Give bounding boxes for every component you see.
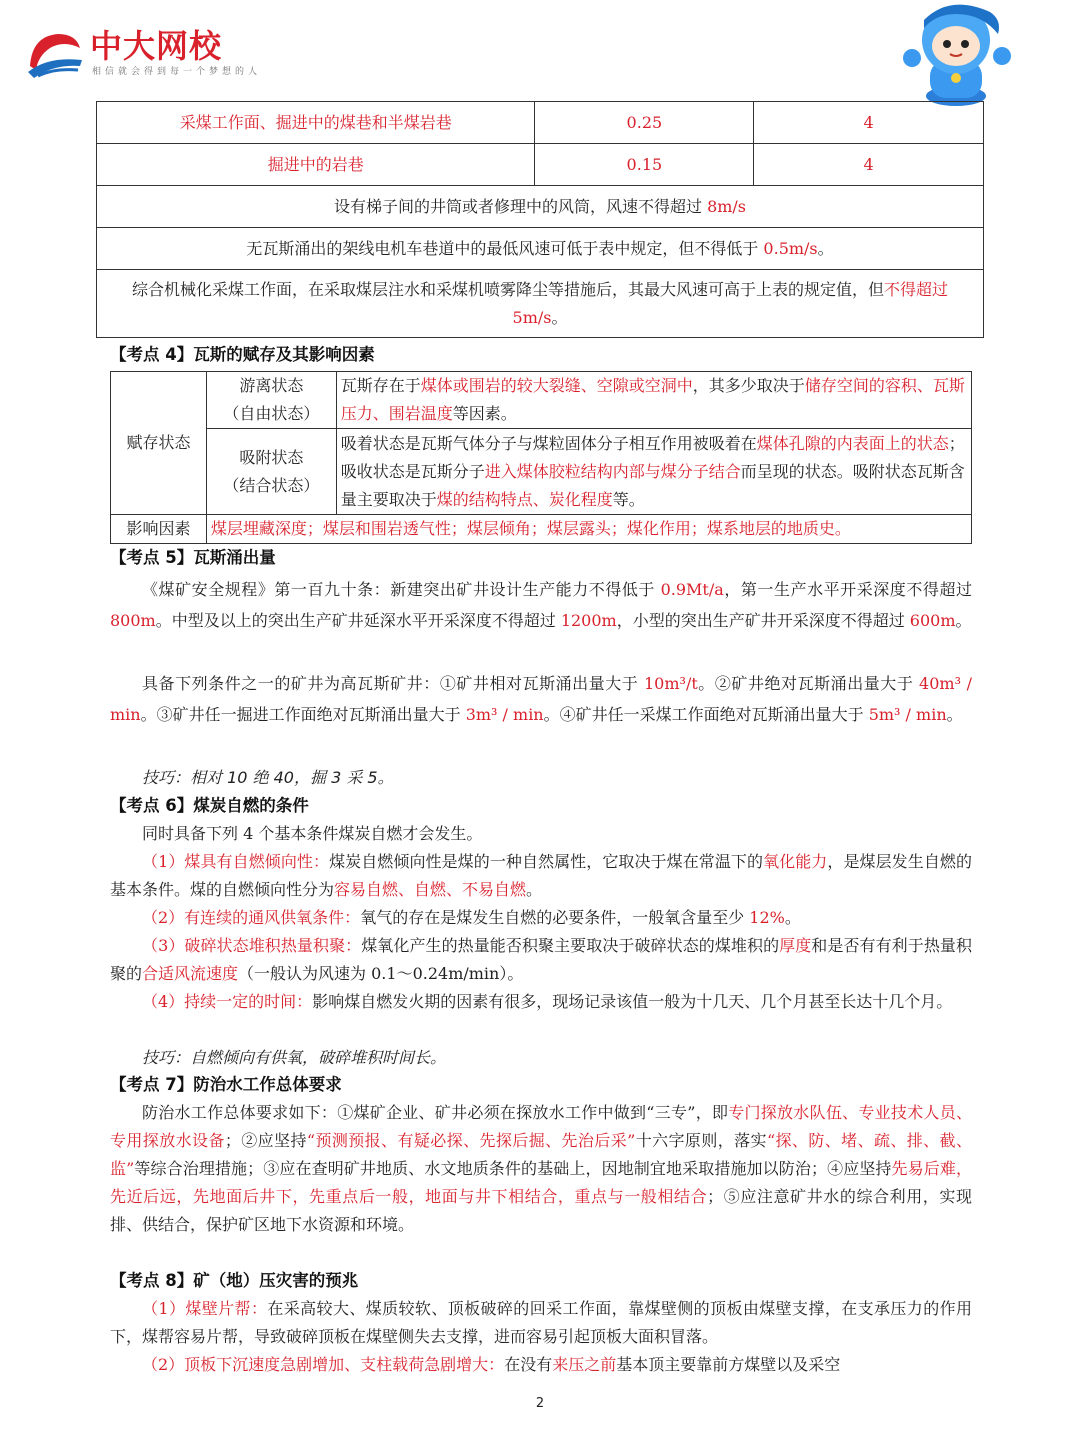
place-cell: 采煤工作面、掘进中的煤巷和半煤岩巷 xyxy=(97,102,535,144)
mascot-illustration-icon xyxy=(890,0,1020,108)
state-label-cell: 赋存状态 xyxy=(111,372,207,515)
desc-text: 瓦斯存在于 xyxy=(340,376,421,395)
logo-text: 中大网校 xyxy=(90,27,223,65)
note-highlight: 0.5m/s xyxy=(763,238,818,258)
logo-icon xyxy=(24,26,84,82)
para-highlight: 1200m xyxy=(560,611,617,630)
para-text: 具备下列条件之一的矿井为高瓦斯矿井：①矿井相对瓦斯涌出量大于 xyxy=(142,674,644,693)
para-text: 影响煤自燃发火期的因素有很多，现场记录该值一般为十几天、几个月甚至长达十几个月。 xyxy=(312,992,953,1011)
para-text: 煤炭自燃倾向性是煤的一种自然属性，它取决于煤在常温下的 xyxy=(329,852,764,871)
adsorbed-state-label-cell xyxy=(206,429,336,515)
para-highlight: 容易自燃、自燃、不易自燃 xyxy=(334,880,527,899)
desc-text: 而呈现的状态。吸附状态瓦斯含量主要取决于 xyxy=(340,461,965,509)
adsorbed-state-alias: （结合状态） xyxy=(223,475,320,495)
table-row xyxy=(97,186,984,228)
note-cell xyxy=(97,228,984,270)
note-text: 。 xyxy=(551,307,568,327)
min-speed-cell: 0.25 xyxy=(535,102,754,144)
paragraph-kp6-item4 xyxy=(110,988,972,1016)
para-highlight: 800m xyxy=(110,611,156,630)
desc-highlight: 煤的结构特点、炭化程度 xyxy=(436,489,613,509)
section-heading-kp4: 【考点 4】瓦斯的赋存及其影响因素 xyxy=(110,345,375,364)
para-text: ，小型的突出生产矿井开采深度不得超过 xyxy=(616,611,910,630)
page-number: 2 xyxy=(535,1396,545,1411)
factor-desc-cell: 煤层埋藏深度；煤层和围岩透气性；煤层倾角；煤层露头；煤化作用；煤系地层的地质史。 xyxy=(206,515,971,544)
paragraph-kp6-item2 xyxy=(110,904,972,932)
paragraph-kp5-high-gas xyxy=(110,668,972,730)
factor-label-cell: 影响因素 xyxy=(111,515,207,544)
table-row xyxy=(97,270,984,338)
desc-text: 吸着状态是瓦斯气体分子与煤粒固体分子相互作用被吸着在 xyxy=(340,433,757,453)
note-text: 无瓦斯涌出的架线电机车巷道中的最低风速可低于表中规定，但不得低于 xyxy=(246,238,764,258)
para-text: 。②矿井绝对瓦斯涌出量大于 xyxy=(697,674,920,693)
para-highlight: “探、防、堵、疏、排、截、监” xyxy=(110,1131,972,1178)
table-row xyxy=(97,228,984,270)
para-text: 防治水工作总体要求如下：①煤矿企业、矿井必须在探放水工作中做到“三专”，即 xyxy=(142,1103,729,1122)
para-text: 等综合治理措施；③应在查明矿井地质、水文地质条件的基础上，因地制宜地采取措施加以防治；④应坚持 xyxy=(134,1159,892,1178)
para-text: 在没有 xyxy=(504,1355,553,1374)
item-title: （1）煤壁片帮： xyxy=(142,1299,268,1318)
para-highlight: 先易后难，先近后远，先地面后井下，先重点后一般，地面与井下相结合，重点与一般相结合 xyxy=(110,1159,972,1206)
desc-highlight: 煤体或围岩的较大裂缝、空隙或空洞中 xyxy=(420,376,693,395)
free-state-label-cell xyxy=(206,372,336,429)
tip-kp6: 技巧：自燃倾向有供氧，破碎堆积时间长。 xyxy=(142,1048,447,1067)
desc-highlight: 储存空间的容积、瓦斯压力、围岩温度 xyxy=(340,376,965,423)
item-title: （1）煤具有自燃倾向性： xyxy=(142,852,330,871)
note-text: 设有梯子间的井筒或者修理中的风筒，风速不得超过 xyxy=(333,196,708,216)
para-text: 煤氧化产生的热量能否积聚主要取决于破碎状态的煤堆积的 xyxy=(361,936,780,955)
free-state-desc-cell xyxy=(336,372,971,429)
paragraph-kp7 xyxy=(110,1099,972,1239)
paragraph-kp6-intro: 同时具备下列 4 个基本条件煤炭自燃才会发生。 xyxy=(142,824,483,843)
para-text: 。 xyxy=(784,908,801,927)
para-highlight: 10m³/t xyxy=(644,674,698,693)
item-title: （4）持续一定的时间： xyxy=(142,992,313,1011)
para-text: 。③矿井任一掘进工作面绝对瓦斯涌出量大于 xyxy=(140,705,466,724)
min-speed-cell: 0.15 xyxy=(535,144,754,186)
note-cell xyxy=(97,270,984,338)
para-text: 在采高较大、煤质较软、顶板破碎的回采工作面，靠煤壁侧的顶板由煤壁支撑，在支承压力的作用下，煤帮容易片帮，导致破碎顶板在煤壁侧失去支撑，进而容易引起顶板大面积冒落。 xyxy=(110,1299,972,1346)
item-title: （3）破碎状态堆积热量积聚： xyxy=(142,936,362,955)
para-text: 氧气的存在是煤发生自燃的必要条件，一般氧含量至少 xyxy=(360,908,750,927)
para-highlight: 5m³ / min xyxy=(868,705,947,724)
para-text: 。 xyxy=(946,705,963,724)
para-highlight: “预测预报、有疑必探、先探后掘、先治后采” xyxy=(306,1131,636,1150)
para-highlight: 厚度 xyxy=(779,936,812,955)
paragraph-kp6-item3 xyxy=(110,932,972,988)
paragraph-kp6-item1 xyxy=(110,848,972,904)
para-text: 基本顶主要靠前方煤壁以及采空 xyxy=(616,1355,841,1374)
para-text: 。 xyxy=(955,611,972,630)
para-highlight: 12% xyxy=(749,908,785,927)
table-row xyxy=(111,515,972,544)
section-heading-kp7: 【考点 7】防治水工作总体要求 xyxy=(110,1075,342,1094)
para-text: ，是煤层发生自燃的基本条件。煤的自燃倾向性分为 xyxy=(110,852,972,899)
note-highlight: 不得超过 5m/s xyxy=(512,279,949,327)
paragraph-kp8-item2 xyxy=(110,1351,972,1379)
para-highlight: 氧化能力 xyxy=(763,852,828,871)
para-highlight: 专门探放水队伍、专业技术人员、专用探放水设备 xyxy=(110,1103,972,1150)
para-text: 十六字原则，落实 xyxy=(635,1131,767,1150)
para-text: 《煤矿安全规程》第一百九十条：新建突出矿井设计生产能力不得低于 xyxy=(142,580,661,599)
desc-highlight: 进入煤体胶粒结构内部与煤分子结合 xyxy=(484,461,741,481)
note-cell xyxy=(97,186,984,228)
note-text: 。 xyxy=(817,238,834,258)
desc-highlight: 煤体孔隙的内表面上的状态 xyxy=(756,433,949,453)
tip-kp5: 技巧：相对 10 绝 40，掘 3 采 5。 xyxy=(142,768,394,787)
desc-text: ，其多少取决于 xyxy=(692,376,805,395)
para-highlight: 3m³ / min xyxy=(465,705,544,724)
item-title: （2）有连续的通风供氧条件： xyxy=(142,908,361,927)
free-state-alias: （自由状态） xyxy=(223,404,320,423)
para-highlight: 0.9Mt/a xyxy=(660,580,724,599)
para-text: 。 xyxy=(526,880,543,899)
para-highlight: 合适风流速度 xyxy=(142,964,239,983)
gas-occurrence-table xyxy=(110,371,972,544)
desc-text: 等。 xyxy=(612,489,645,509)
note-highlight: 8m/s xyxy=(707,196,747,216)
logo-slogan: 相信就会得到每一个梦想的人 xyxy=(92,67,262,77)
para-text: ，第一生产水平开采深度不得超过 xyxy=(723,580,972,599)
wind-speed-table xyxy=(96,101,984,338)
section-heading-kp5: 【考点 5】瓦斯涌出量 xyxy=(110,548,276,567)
note-text: 综合机械化采煤工作面，在采取煤层注水和采煤机喷雾降尘等措施后，其最大风速可高于上表的规定值，但 xyxy=(131,279,884,299)
adsorbed-state-desc-cell xyxy=(336,429,971,515)
section-heading-kp8: 【考点 8】矿（地）压灾害的预兆 xyxy=(110,1271,359,1290)
table-row xyxy=(97,144,984,186)
paragraph-kp8-item1 xyxy=(110,1295,972,1351)
max-speed-cell: 4 xyxy=(754,144,984,186)
desc-text: 等因素。 xyxy=(452,404,517,423)
place-cell: 掘进中的岩巷 xyxy=(97,144,535,186)
para-text: ；⑤应注意矿井水的综合利用，实现排、供结合，保护矿区地下水资源和环境。 xyxy=(110,1187,972,1234)
para-highlight: 600m xyxy=(909,611,956,630)
para-text: 。中型及以上的突出生产矿井延深水平开采深度不得超过 xyxy=(155,611,561,630)
section-heading-kp6: 【考点 6】煤炭自燃的条件 xyxy=(110,796,309,815)
table-row xyxy=(97,102,984,144)
table-row xyxy=(111,429,972,515)
paragraph-kp5-rules xyxy=(110,574,972,636)
para-text: 和是否有有利于热量积聚的 xyxy=(110,936,972,983)
para-highlight: 来压之前 xyxy=(552,1355,617,1374)
adsorbed-state-label: 吸附状态 xyxy=(239,447,304,467)
brand-logo xyxy=(24,24,264,84)
free-state-label: 游离状态 xyxy=(239,376,304,395)
para-text: 。④矿井任一采煤工作面绝对瓦斯涌出量大于 xyxy=(543,705,869,724)
item-title: （2）顶板下沉速度急剧增加、支柱载荷急剧增大： xyxy=(142,1355,505,1374)
para-text: ；②应坚持 xyxy=(224,1131,307,1150)
desc-text: ；吸收状态是瓦斯分子 xyxy=(340,433,965,481)
para-text: （一般认为风速为 0.1～0.24m/min）。 xyxy=(238,964,524,983)
para-highlight: 40m³ / min xyxy=(110,674,972,724)
table-row xyxy=(111,372,972,429)
max-speed-cell: 4 xyxy=(754,102,984,144)
